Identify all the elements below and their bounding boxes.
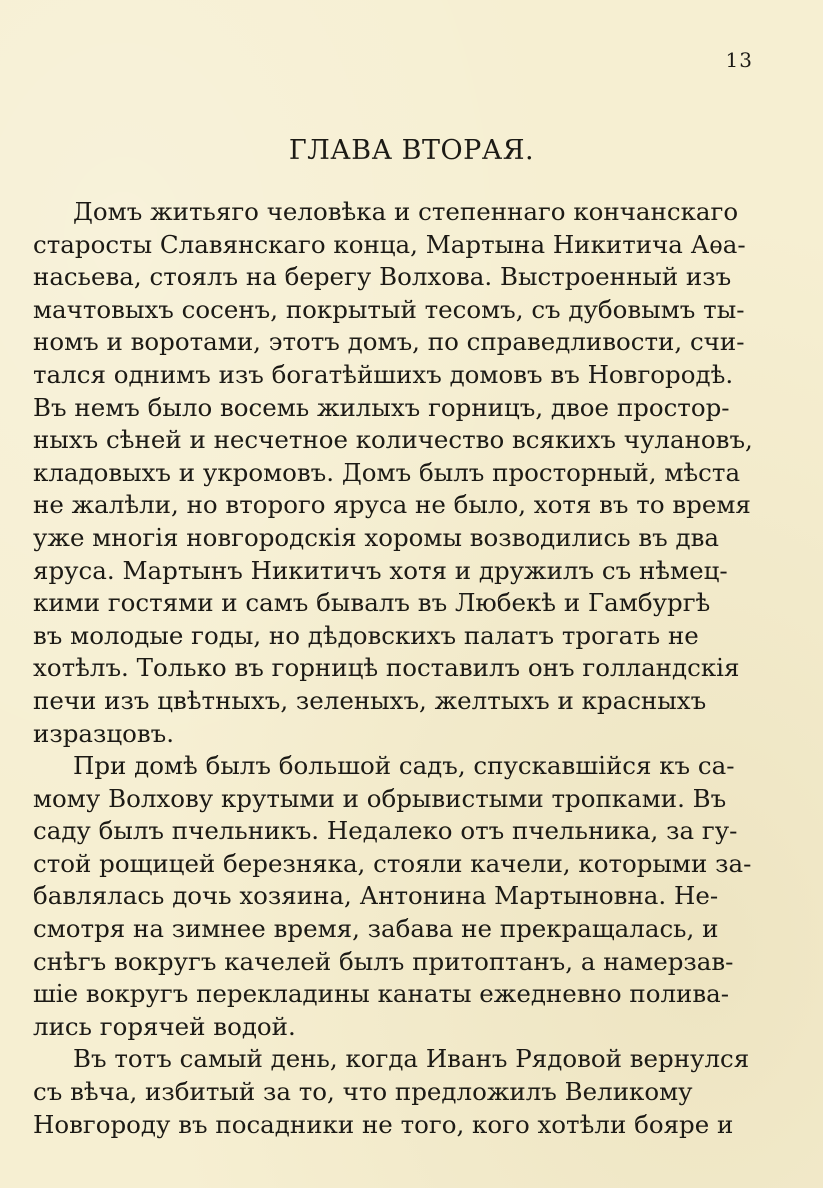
text-line: яруса. Мартынъ Никитичъ хотя и дружилъ съ нѣмец- bbox=[33, 555, 728, 585]
text-line: лись горячей водой. bbox=[33, 1011, 296, 1041]
text-line: печи изъ цвѣтныхъ, зеленыхъ, желтыхъ и красныхъ bbox=[33, 685, 707, 715]
text-line: хотѣлъ. Только въ горницѣ поставилъ онъ голландскія bbox=[33, 653, 740, 683]
text-line: кладовыхъ и укромовъ. Домъ былъ просторный, мѣста bbox=[33, 457, 741, 487]
text-line: мачтовыхъ сосенъ, покрытый тесомъ, съ дубовымъ ты- bbox=[33, 294, 745, 324]
text-line: не жалѣли, но второго яруса не было, хотя въ то время bbox=[33, 490, 751, 520]
text-line: Домъ житьяго человѣка и степеннаго кончанскаго bbox=[73, 197, 739, 226]
text-line: изразцовъ. bbox=[33, 718, 175, 748]
text-line: съ вѣча, избитый за то, что предложилъ Великому bbox=[33, 1077, 693, 1107]
text-line: стой рощицей березняка, стояли качели, которыми за- bbox=[33, 848, 752, 878]
text-line: смотря на зимнее время, забава не прекращалась, и bbox=[33, 914, 719, 944]
text-line: Въ немъ было восемь жилыхъ горницъ, двое простор- bbox=[33, 392, 730, 422]
paragraph bbox=[33, 1043, 753, 1141]
text-line: шіе вокругъ перекладины канаты ежедневно полива- bbox=[33, 979, 730, 1009]
text-line: въ молодые годы, но дѣдовскихъ палатъ трогать не bbox=[33, 620, 699, 650]
text-line: кими гостями и самъ бывалъ въ Любекѣ и Гамбургѣ bbox=[33, 588, 711, 618]
text-line: уже многія новгородскія хоромы возводились въ два bbox=[33, 522, 719, 552]
text-line: Въ тотъ самый день, когда Иванъ Рядовой вернулся bbox=[73, 1044, 750, 1074]
chapter-title: ГЛАВА ВТОРАЯ. bbox=[288, 135, 535, 166]
text-line: тался однимъ изъ богатѣйшихъ домовъ въ Новгородѣ. bbox=[33, 359, 734, 389]
paragraph bbox=[33, 196, 753, 750]
text-line: При домѣ былъ большой садъ, спускавшійся къ са- bbox=[73, 751, 735, 781]
text-line: старосты Славянскаго конца, Мартына Никитича Аѳа- bbox=[33, 229, 746, 259]
paragraph bbox=[33, 750, 753, 1043]
text-line: бавлялась дочь хозяина, Антонина Мартыновна. Не- bbox=[33, 881, 719, 911]
text-line: Новгороду въ посадники не того, кого хотѣли бояре и bbox=[33, 1109, 734, 1139]
text-line: мому Волхову крутыми и обрывистыми тропками. Въ bbox=[33, 783, 727, 813]
text-line: номъ и воротами, этотъ домъ, по справедливости, счи- bbox=[33, 327, 745, 357]
text-line: саду былъ пчельникъ. Недалеко отъ пчельника, за гу- bbox=[33, 816, 738, 846]
body-text bbox=[33, 196, 753, 1141]
text-line: ныхъ сѣней и несчетное количество всякихъ чулановъ, bbox=[33, 425, 753, 455]
text-line: снѣгъ вокругъ качелей былъ притоптанъ, а намерзав- bbox=[33, 946, 734, 976]
text-line: насьева, стоялъ на берегу Волхова. Выстроенный изъ bbox=[33, 262, 732, 292]
page-number: 13 bbox=[725, 48, 753, 72]
